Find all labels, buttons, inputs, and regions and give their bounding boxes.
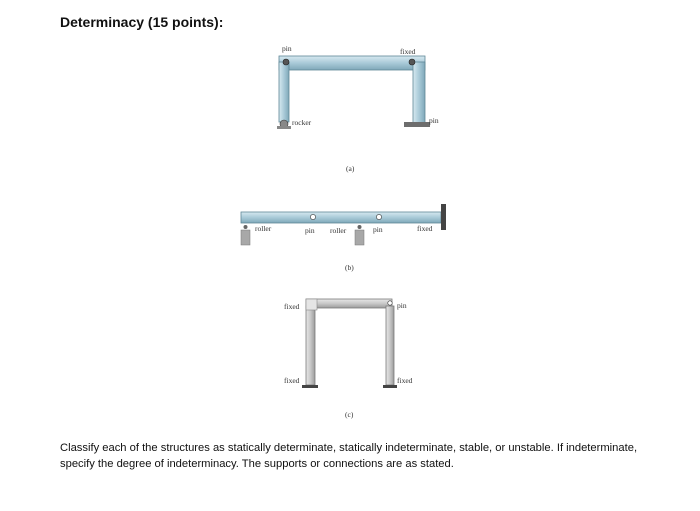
label-fixed-bottom-right: fixed bbox=[397, 376, 413, 385]
page-heading: Determinacy (15 points): bbox=[60, 14, 224, 30]
pin-hinge-1-icon bbox=[310, 214, 315, 219]
pin-support-icon bbox=[404, 122, 430, 127]
structure-c bbox=[284, 299, 413, 419]
label-roller-mid: roller bbox=[330, 226, 347, 235]
beam-b bbox=[241, 212, 441, 223]
structure-b bbox=[241, 204, 446, 272]
question-text: Classify each of the structures as statically determinate, statically indeterminate, stable, or unstable. If indeterminate, specify the degree of indeterminacy. The supports or connections are as stated. bbox=[60, 442, 638, 470]
column-a-left bbox=[279, 62, 289, 122]
label-pin-bottom: pin bbox=[429, 116, 439, 125]
label-pin-1: pin bbox=[305, 226, 315, 235]
beam-c bbox=[306, 299, 392, 308]
label-fixed-b: fixed bbox=[417, 224, 433, 233]
label-pin-top: pin bbox=[282, 44, 292, 53]
label-roller-left: roller bbox=[255, 224, 272, 233]
fixed-joint-icon bbox=[409, 59, 415, 65]
roller-support-left-icon bbox=[241, 230, 250, 245]
label-pin-2: pin bbox=[373, 225, 383, 234]
fixed-wall-b-icon bbox=[441, 204, 446, 230]
label-fixed-top-c: fixed bbox=[284, 302, 300, 311]
pin-joint-icon bbox=[283, 59, 289, 65]
structure-a bbox=[277, 44, 439, 173]
caption-b: (b) bbox=[345, 263, 354, 272]
roller-left-wheel bbox=[244, 225, 248, 229]
pin-joint-c-icon bbox=[388, 301, 392, 305]
label-pin-c: pin bbox=[397, 301, 407, 310]
pin-hinge-2-icon bbox=[376, 214, 381, 219]
column-c-left bbox=[306, 306, 315, 385]
label-fixed-top: fixed bbox=[400, 47, 416, 56]
roller-mid-wheel bbox=[358, 225, 362, 229]
caption-c: (c) bbox=[345, 410, 354, 419]
roller-support-mid-icon bbox=[355, 230, 364, 245]
beam-a bbox=[279, 56, 425, 70]
label-rocker: rocker bbox=[292, 118, 312, 127]
fixed-base-left-icon bbox=[302, 385, 318, 388]
ground-a-left bbox=[277, 126, 291, 129]
caption-a: (a) bbox=[346, 164, 355, 173]
label-fixed-bottom-left: fixed bbox=[284, 376, 300, 385]
fixed-joint-c-icon bbox=[306, 299, 317, 310]
column-c-right bbox=[386, 306, 394, 385]
fixed-base-right-icon bbox=[383, 385, 397, 388]
column-a-right bbox=[413, 62, 425, 124]
